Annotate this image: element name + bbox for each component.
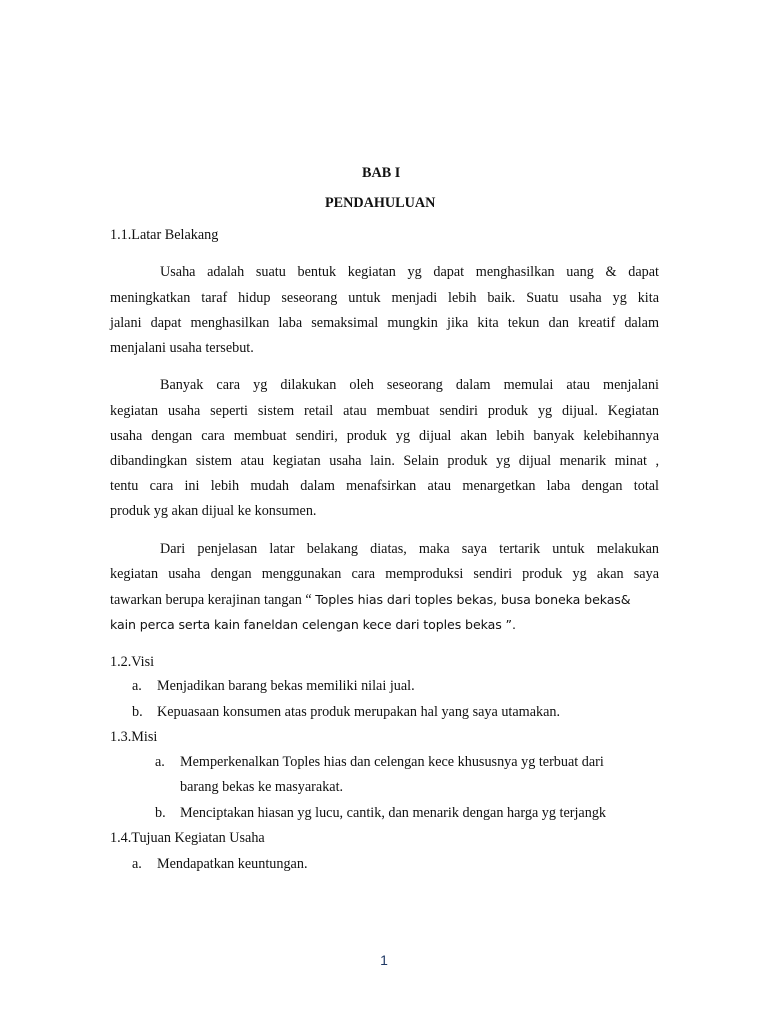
paragraph-2-line-1: Banyak cara yg dilakukan oleh seseorang dalam memulai atau menjalani <box>160 377 659 393</box>
visi-item-b-marker: b. <box>132 704 143 720</box>
section-heading-latar-belakang: 1.1.Latar Belakang <box>110 227 219 243</box>
misi-item-a-marker: a. <box>155 754 165 770</box>
visi-item-a-text: Menjadikan barang bekas memiliki nilai jual. <box>157 678 415 694</box>
chapter-number: BAB I <box>362 165 401 181</box>
paragraph-2-line-4: dibandingkan sistem atau kegiatan usaha lain. Selain produk yg dijual menarik minat , <box>110 453 659 469</box>
paragraph-3-line-1: Dari penjelasan latar belakang diatas, maka saya tertarik untuk melakukan <box>160 541 659 557</box>
misi-item-a-line-2: barang bekas ke masyarakat. <box>180 779 344 795</box>
section-heading-tujuan: 1.4.Tujuan Kegiatan Usaha <box>110 830 265 846</box>
visi-item-a-marker: a. <box>132 678 142 694</box>
section-heading-visi: 1.2.Visi <box>110 654 155 670</box>
tujuan-item-a-text: Mendapatkan keuntungan. <box>157 856 308 872</box>
section-heading-misi: 1.3.Misi <box>110 729 158 745</box>
paragraph-3-line-2: kegiatan usaha dengan menggunakan cara memproduksi sendiri produk yg akan saya <box>110 566 659 582</box>
visi-item-b-text: Kepuasaan konsumen atas produk merupakan hal yang saya utamakan. <box>157 704 561 720</box>
paragraph-2-line-6: produk yg akan dijual ke konsumen. <box>110 503 317 519</box>
paragraph-1-line-1: Usaha adalah suatu bentuk kegiatan yg dapat menghasilkan uang & dapat <box>160 264 659 280</box>
paragraph-3-line-3-start: tawarkan berupa kerajinan tangan “ <box>110 592 316 608</box>
misi-item-b-marker: b. <box>155 805 166 821</box>
paragraph-3-line-4: kain perca serta kain faneldan celengan kece dari toples bekas ”. <box>110 617 516 632</box>
misi-item-a-line-1: Memperkenalkan Toples hias dan celengan kece khususnya yg terbuat dari <box>180 754 604 770</box>
paragraph-1-line-2: meningkatkan taraf hidup seseorang untuk menjadi lebih baik. Suatu usaha yg kita <box>110 290 659 306</box>
tujuan-item-a-marker: a. <box>132 856 142 872</box>
page-number: 1 <box>380 952 388 968</box>
paragraph-3-line-3 <box>110 591 631 609</box>
paragraph-3-line-3-quote: Toples hias dari toples bekas, busa boneka bekas& <box>315 592 631 607</box>
paragraph-1-line-3: jalani dapat menghasilkan laba semaksimal mungkin jika kita tekun dan kreatif dalam <box>110 315 659 331</box>
chapter-title: PENDAHULUAN <box>325 195 436 211</box>
paragraph-2-line-3: usaha dengan cara membuat sendiri, produk yg dijual akan lebih banyak kelebihannya <box>110 428 659 444</box>
paragraph-2-line-2: kegiatan usaha seperti sistem retail atau membuat sendiri produk yg dijual. Kegiatan <box>110 403 659 419</box>
misi-item-b-line-1: Menciptakan hiasan yg lucu, cantik, dan menarik dengan harga yg terjangk <box>180 805 607 821</box>
paragraph-1-line-4: menjalani usaha tersebut. <box>110 340 254 356</box>
paragraph-2-line-5: tentu cara ini lebih mudah dalam menafsirkan atau menargetkan laba dengan total <box>110 478 659 494</box>
